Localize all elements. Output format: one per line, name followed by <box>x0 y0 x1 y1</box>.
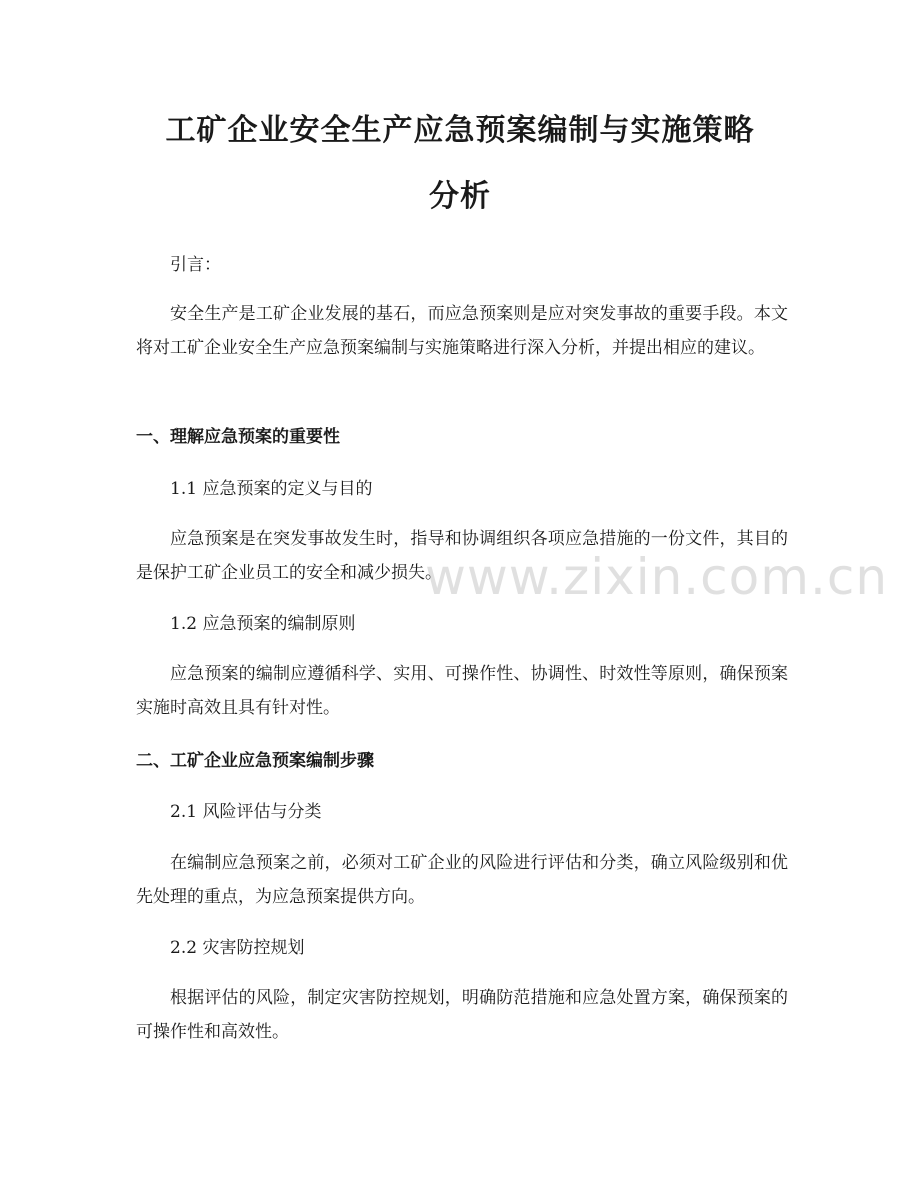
subsection-2-2-heading: 2.2 灾害防控规划 <box>170 938 305 958</box>
subsection-2-1-heading: 2.1 风险评估与分类 <box>170 802 322 822</box>
subsection-2-1-body: 在编制应急预案之前，必须对工矿企业的风险进行评估和分类，确立风险级别和优先处理的重点，为应急预案提供方向。 <box>136 853 788 907</box>
section-1-heading: 一、理解应急预案的重要性 <box>136 427 340 447</box>
title-line-1: 工矿企业安全生产应急预案编制与实施策略 <box>165 113 755 148</box>
title-line-2: 分析 <box>429 179 491 214</box>
intro-label: 引言： <box>170 255 221 275</box>
document-title <box>100 98 820 230</box>
intro-paragraph: 安全生产是工矿企业发展的基石，而应急预案则是应对突发事故的重要手段。本文将对工矿企业安全生产应急预案编制与实施策略进行深入分析，并提出相应的建议。 <box>136 304 788 358</box>
watermark: www.zixin.com.cn <box>425 548 889 606</box>
subsection-1-2-heading: 1.2 应急预案的编制原则 <box>170 614 356 634</box>
subsection-1-2-body: 应急预案的编制应遵循科学、实用、可操作性、协调性、时效性等原则，确保预案实施时高效且具有针对性。 <box>136 664 788 718</box>
section-2-heading: 二、工矿企业应急预案编制步骤 <box>136 751 374 771</box>
subsection-2-2-body: 根据评估的风险，制定灾害防控规划，明确防范措施和应急处置方案，确保预案的可操作性和高效性。 <box>136 988 788 1042</box>
subsection-1-1-body: 应急预案是在突发事故发生时，指导和协调组织各项应急措施的一份文件，其目的是保护工矿企业员工的安全和减少损失。 <box>136 529 788 583</box>
subsection-1-1-heading: 1.1 应急预案的定义与目的 <box>170 479 373 499</box>
